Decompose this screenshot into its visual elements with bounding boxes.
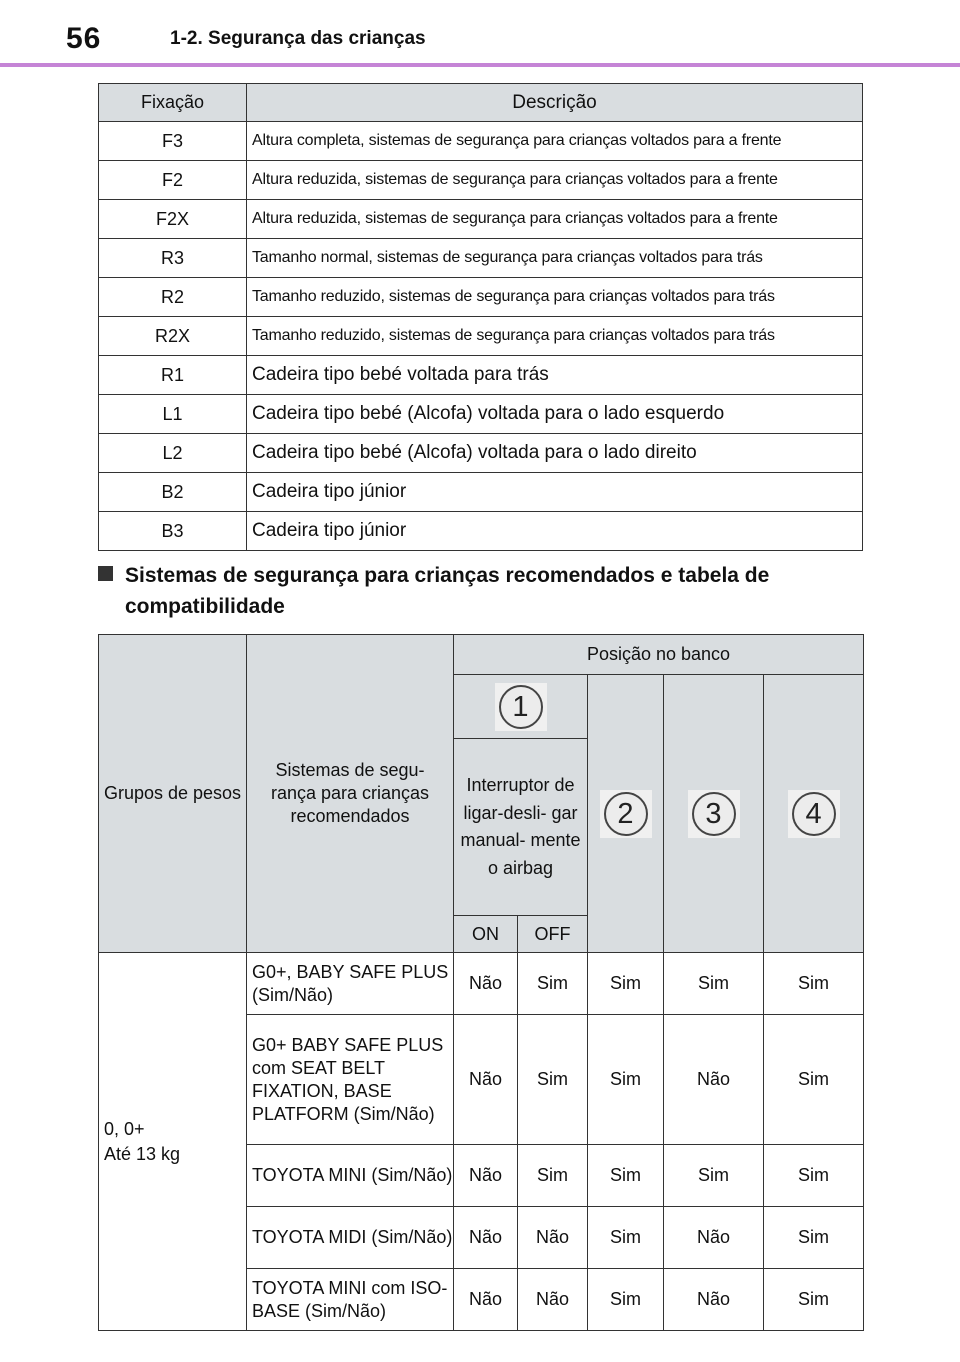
cell-seat-3: Não xyxy=(664,1015,764,1145)
cell-off: Sim xyxy=(518,953,588,1015)
cell-seat-2: Sim xyxy=(588,953,664,1015)
page-number: 56 xyxy=(66,22,102,55)
fixation-code: R2 xyxy=(99,278,247,317)
cell-seat-3: Não xyxy=(664,1207,764,1269)
cell-on: Não xyxy=(454,1015,518,1145)
fixation-table xyxy=(98,83,863,551)
subheading-line-2: compatibilidade xyxy=(125,595,285,618)
cell-seat-2: Sim xyxy=(588,1269,664,1331)
table-row xyxy=(99,512,863,551)
system-name: TOYOTA MIDI (Sim/Não) xyxy=(247,1207,454,1269)
fixation-description: Cadeira tipo bebé (Alcofa) voltada para o lado esquerdo xyxy=(247,395,863,434)
fixation-description: Cadeira tipo júnior xyxy=(247,473,863,512)
cell-on: Não xyxy=(454,1269,518,1331)
fixation-description: Altura reduzida, sistemas de segurança para crianças voltados para a frente xyxy=(247,200,863,239)
compatibility-table xyxy=(98,634,864,1331)
cell-on: Não xyxy=(454,1207,518,1269)
col-header-fixation: Fixação xyxy=(99,84,247,122)
table-row xyxy=(99,122,863,161)
cell-seat-4: Sim xyxy=(764,1269,864,1331)
weight-group-cell xyxy=(99,953,247,1331)
table-row xyxy=(99,278,863,317)
table-row xyxy=(99,161,863,200)
col-header-recommended-systems: Sistemas de segu- rança para crianças recomendados xyxy=(247,635,454,953)
fixation-code: F2 xyxy=(99,161,247,200)
cell-off: Não xyxy=(518,1269,588,1331)
fixation-description: Cadeira tipo júnior xyxy=(247,512,863,551)
fixation-code: B3 xyxy=(99,512,247,551)
col-header-off: OFF xyxy=(518,916,588,953)
fixation-description: Tamanho normal, sistemas de segurança para crianças voltados para trás xyxy=(247,239,863,278)
fixation-code: F2X xyxy=(99,200,247,239)
fixation-code: R2X xyxy=(99,317,247,356)
table-row xyxy=(99,317,863,356)
cell-seat-2: Sim xyxy=(588,1015,664,1145)
cell-on: Não xyxy=(454,953,518,1015)
fixation-code: L2 xyxy=(99,434,247,473)
cell-seat-4: Sim xyxy=(764,953,864,1015)
col-header-description: Descrição xyxy=(247,84,863,122)
cell-off: Não xyxy=(518,1207,588,1269)
fixation-code: R1 xyxy=(99,356,247,395)
col-header-seat-position: Posição no banco xyxy=(454,635,864,675)
weight-group-label: 0, 0+ xyxy=(104,1118,145,1139)
table-row xyxy=(99,473,863,512)
table-row xyxy=(99,395,863,434)
seat-3-cell xyxy=(664,675,764,953)
seat-3-icon: 3 xyxy=(692,792,736,836)
fixation-description: Altura reduzida, sistemas de segurança para crianças voltados para a frente xyxy=(247,161,863,200)
seat-1-icon: 1 xyxy=(499,685,543,729)
system-name: TOYOTA MINI com ISO-BASE (Sim/Não) xyxy=(247,1269,454,1331)
table-row xyxy=(99,200,863,239)
table-row xyxy=(99,953,864,1015)
system-name: TOYOTA MINI (Sim/Não) xyxy=(247,1145,454,1207)
seat-2-icon: 2 xyxy=(604,792,648,836)
cell-seat-4: Sim xyxy=(764,1015,864,1145)
compatibility-subheading xyxy=(98,560,858,622)
weight-group-limit: Até 13 kg xyxy=(104,1143,181,1164)
col-header-weight-groups: Grupos de pesos xyxy=(99,635,247,953)
cell-seat-3: Sim xyxy=(664,1145,764,1207)
cell-seat-3: Sim xyxy=(664,953,764,1015)
seat-4-cell xyxy=(764,675,864,953)
fixation-code: L1 xyxy=(99,395,247,434)
fixation-description: Cadeira tipo bebé voltada para trás xyxy=(247,356,863,395)
seat-4-icon: 4 xyxy=(792,792,836,836)
fixation-code: R3 xyxy=(99,239,247,278)
fixation-description: Tamanho reduzido, sistemas de segurança para crianças voltados para trás xyxy=(247,278,863,317)
seat-1-cell xyxy=(454,675,588,739)
system-name: G0+ BABY SAFE PLUS com SEAT BELT FIXATION, BASE PLATFORM (Sim/Não) xyxy=(247,1015,454,1145)
cell-seat-2: Sim xyxy=(588,1207,664,1269)
cell-off: Sim xyxy=(518,1145,588,1207)
page-header xyxy=(0,0,960,68)
cell-off: Sim xyxy=(518,1015,588,1145)
cell-seat-4: Sim xyxy=(764,1145,864,1207)
system-name: G0+, BABY SAFE PLUS (Sim/Não) xyxy=(247,953,454,1015)
cell-seat-4: Sim xyxy=(764,1207,864,1269)
cell-seat-2: Sim xyxy=(588,1145,664,1207)
airbag-switch-label: Interruptor de ligar-desli- gar manual- mente o airbag xyxy=(454,739,588,916)
fixation-description: Altura completa, sistemas de segurança para crianças voltados para a frente xyxy=(247,122,863,161)
square-bullet-icon xyxy=(98,566,113,581)
fixation-table-header xyxy=(99,84,863,122)
table-row xyxy=(99,239,863,278)
table-row xyxy=(99,434,863,473)
fixation-description: Tamanho reduzido, sistemas de segurança para crianças voltados para trás xyxy=(247,317,863,356)
table-row xyxy=(99,356,863,395)
fixation-code: B2 xyxy=(99,473,247,512)
fixation-description: Cadeira tipo bebé (Alcofa) voltada para o lado direito xyxy=(247,434,863,473)
section-title: 1-2. Segurança das crianças xyxy=(170,28,426,49)
cell-on: Não xyxy=(454,1145,518,1207)
subheading-line-1: Sistemas de segurança para crianças recomendados e tabela de xyxy=(125,564,770,587)
header-rule xyxy=(0,63,960,67)
seat-2-cell xyxy=(588,675,664,953)
col-header-on: ON xyxy=(454,916,518,953)
cell-seat-3: Não xyxy=(664,1269,764,1331)
fixation-code: F3 xyxy=(99,122,247,161)
